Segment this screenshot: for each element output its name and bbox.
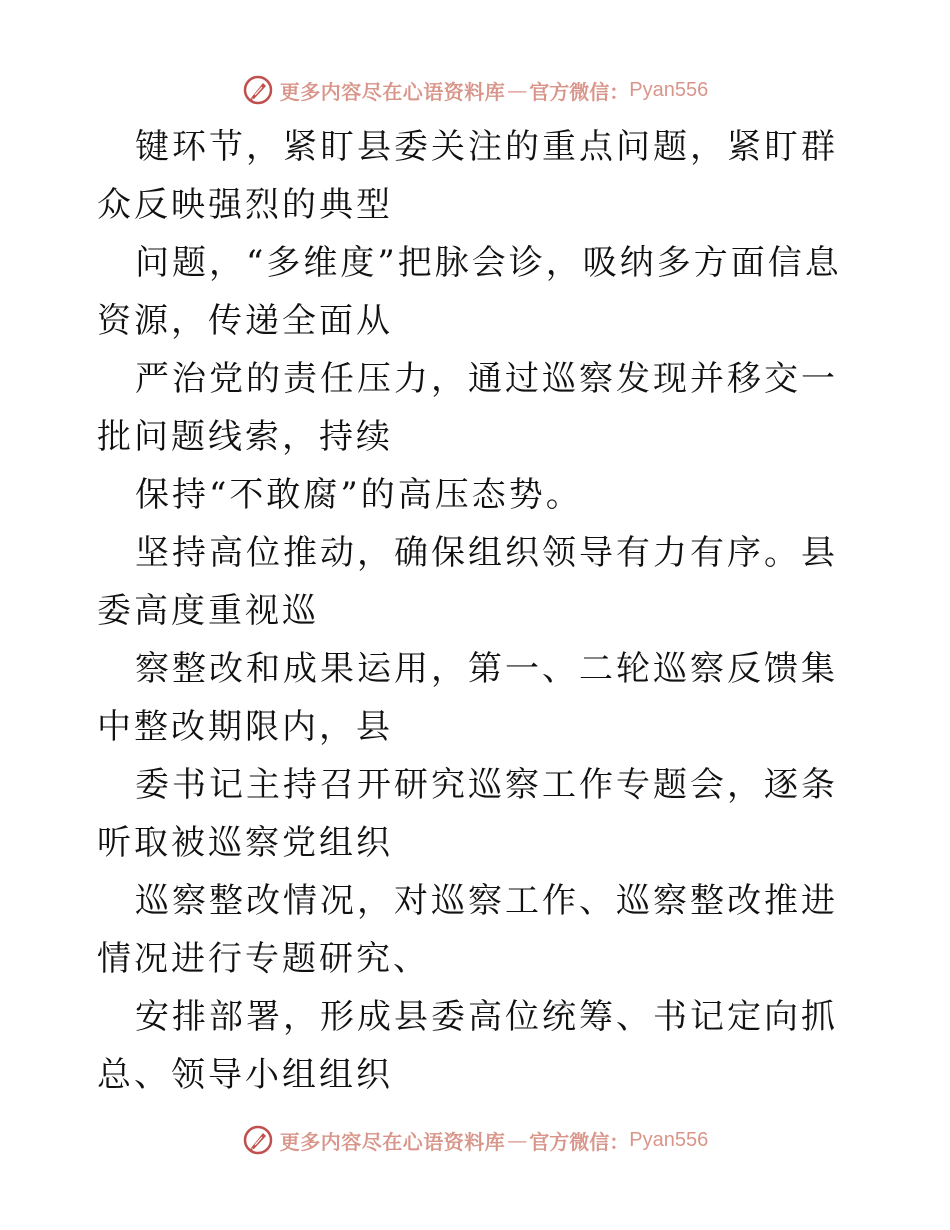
footer-contact-id: Pyan556 xyxy=(629,1128,709,1151)
body-paragraph: 安排部署，形成县委高位统筹、书记定向抓总、领导小组组织 xyxy=(97,997,838,1095)
footer-separator: — xyxy=(507,1128,528,1152)
body-paragraph: 坚持高位推动，确保组织领导有力有序。县委高度重视巡 xyxy=(97,533,838,631)
header-contact-label: 官方微信： xyxy=(529,79,630,104)
footer-contact-label: 官方微信： xyxy=(529,1129,630,1154)
body-paragraph: 巡察整改情况，对巡察工作、巡察整改推进情况进行专题研究、 xyxy=(97,881,838,979)
page-footer-banner xyxy=(0,1120,950,1160)
body-paragraph: 察整改和成果运用，第一、二轮巡察反馈集中整改期限内，县 xyxy=(97,649,838,747)
document-body xyxy=(97,118,857,1104)
body-paragraph: 键环节，紧盯县委关注的重点问题，紧盯群众反映强烈的典型 xyxy=(97,127,838,225)
header-separator: — xyxy=(507,78,528,102)
page-header-banner xyxy=(0,70,950,110)
body-paragraph: 问题，“多维度”把脉会诊，吸纳多方面信息资源，传递全面从 xyxy=(97,243,842,341)
body-paragraph: 保持“不敢腐”的高压态势。 xyxy=(135,475,583,515)
pen-nib-logo-icon xyxy=(242,74,274,106)
header-slogan: 更多内容尽在心语资料库 xyxy=(279,79,506,104)
body-paragraph: 委书记主持召开研究巡察工作专题会，逐条听取被巡察党组织 xyxy=(97,765,838,863)
footer-slogan: 更多内容尽在心语资料库 xyxy=(279,1129,506,1154)
header-contact-id: Pyan556 xyxy=(629,78,709,101)
pen-nib-logo-icon xyxy=(242,1124,274,1156)
body-paragraph: 严治党的责任压力，通过巡察发现并移交一批问题线索，持续 xyxy=(97,359,838,457)
